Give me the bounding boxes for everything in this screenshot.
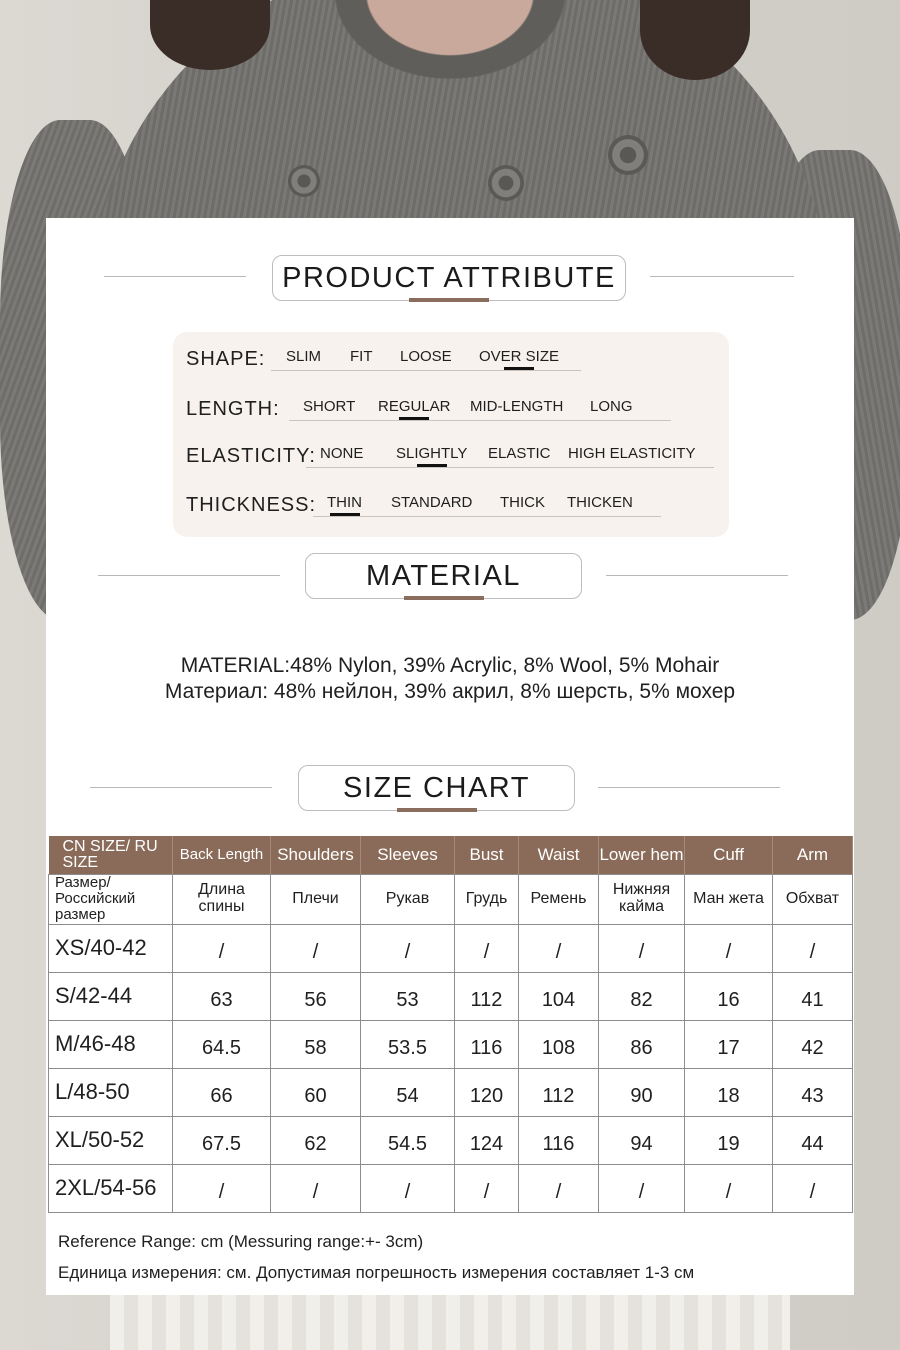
size-label-cell: XS/40-42 (49, 924, 173, 972)
cell-value: 16 (717, 988, 740, 1011)
reference-note-ru: Единица измерения: см. Допустимая погрешность измерения составляет 1-3 см (58, 1263, 695, 1282)
attribute-option-selected: REGULAR (378, 398, 451, 415)
table-header-cell: Waist (519, 836, 599, 874)
attribute-label: LENGTH: (186, 398, 280, 420)
attribute-option: MID-LENGTH (470, 398, 564, 415)
table-cell (519, 1116, 599, 1164)
table-cell: Длина спины (173, 874, 271, 924)
attribute-option: FIT (350, 348, 373, 365)
attribute-label: ELASTICITY: (186, 445, 316, 467)
attribute-option: STANDARD (391, 494, 473, 511)
cell-value: 63 (210, 988, 233, 1011)
cell-value: / (218, 940, 225, 963)
cell-value: 104 (541, 988, 576, 1011)
table-cell (361, 972, 455, 1020)
table-row (49, 972, 853, 1020)
cell-value: 82 (630, 988, 653, 1011)
table-cell (519, 924, 599, 972)
cell-value: 64.5 (202, 1036, 241, 1059)
attribute-option: ELASTIC (488, 445, 551, 462)
cell-value: 58 (304, 1036, 327, 1059)
divider-line (98, 575, 280, 576)
table-cell (685, 1020, 773, 1068)
table-header-cell: CN SIZE/ RU SIZE (49, 836, 173, 874)
table-cell (773, 1068, 853, 1116)
table-cell: Ремень (519, 874, 599, 924)
cell-value: 18 (717, 1084, 740, 1107)
table-header-cell: Sleeves (361, 836, 455, 874)
cell-value: 43 (801, 1084, 824, 1107)
size-label-cell: 2XL/54-56 (49, 1164, 173, 1212)
info-card (46, 218, 854, 1295)
table-cell: Плечи (271, 874, 361, 924)
table-cell (519, 1068, 599, 1116)
table-row (49, 1068, 853, 1116)
cell-value: 54 (396, 1084, 419, 1107)
attribute-option-selected: THIN (327, 494, 362, 511)
attribute-panel (173, 332, 729, 537)
table-row (49, 1116, 853, 1164)
cell-value: / (638, 1180, 645, 1203)
table-cell (455, 1164, 519, 1212)
cell-value: 67.5 (202, 1132, 241, 1155)
cell-value: / (809, 940, 816, 963)
divider-line (104, 276, 246, 277)
table-cell (455, 1116, 519, 1164)
cell-value: 86 (630, 1036, 653, 1059)
table-cell (685, 1116, 773, 1164)
cell-value: 108 (541, 1036, 576, 1059)
cell-value: 41 (801, 988, 824, 1011)
attribute-option-selected: OVER SIZE (479, 348, 560, 365)
table-cell (455, 972, 519, 1020)
cell-value: / (404, 1180, 411, 1203)
table-cell (455, 1068, 519, 1116)
table-cell (599, 972, 685, 1020)
cell-value: 44 (801, 1132, 824, 1155)
attribute-underline (271, 370, 581, 371)
divider-line (606, 575, 788, 576)
attribute-option: THICK (500, 494, 545, 511)
table-cell: Ман жета (685, 874, 773, 924)
table-cell (173, 924, 271, 972)
table-cell (271, 924, 361, 972)
table-cell (271, 1164, 361, 1212)
divider-line (650, 276, 794, 277)
cell-value: 94 (630, 1132, 653, 1155)
size-chart-table (48, 836, 853, 1213)
table-row (49, 1164, 853, 1212)
divider-line (90, 787, 272, 788)
material-text-ru: Материал: 48% нейлон, 39% акрил, 8% шерсть, 5% мохер (164, 680, 736, 703)
table-cell (773, 924, 853, 972)
table-row-ru-headers (49, 874, 853, 924)
cell-value: 53.5 (388, 1036, 427, 1059)
cell-value: 112 (470, 988, 503, 1011)
attribute-option: LOOSE (400, 348, 452, 365)
table-cell (599, 924, 685, 972)
table-row (49, 924, 853, 972)
cell-value: / (725, 1180, 732, 1203)
cell-value: 56 (304, 988, 327, 1011)
cell-value: / (218, 1180, 225, 1203)
table-cell: Обхват (773, 874, 853, 924)
knit-flower (488, 165, 524, 201)
reference-note-en: Reference Range: cm (Messuring range:+- 3cm) (58, 1232, 424, 1251)
table-cell (271, 1020, 361, 1068)
cell-value: 124 (469, 1132, 504, 1155)
table-row (49, 1020, 853, 1068)
table-cell (173, 1164, 271, 1212)
attribute-row-shape (173, 344, 729, 374)
product-attribute-title (272, 255, 626, 301)
table-cell (173, 1068, 271, 1116)
size-chart-title (298, 765, 575, 811)
cell-value: 60 (304, 1084, 327, 1107)
table-cell (455, 1020, 519, 1068)
cell-value: 120 (469, 1084, 504, 1107)
cell-value: / (725, 940, 732, 963)
table-cell (173, 1116, 271, 1164)
cell-value: / (638, 940, 645, 963)
cell-value: 112 (542, 1084, 575, 1107)
cell-value: / (809, 1180, 816, 1203)
attribute-option: SHORT (303, 398, 356, 415)
cell-value: 42 (801, 1036, 824, 1059)
title-accent-bar (404, 596, 484, 600)
cell-value: 116 (470, 1036, 503, 1059)
table-cell (361, 1020, 455, 1068)
table-cell (455, 924, 519, 972)
cell-value: / (404, 940, 411, 963)
table-cell (271, 1068, 361, 1116)
attribute-option: SLIM (286, 348, 322, 365)
size-label-cell: S/42-44 (49, 972, 173, 1020)
table-cell (271, 972, 361, 1020)
table-header-cell: Cuff (685, 836, 773, 874)
table-cell (361, 1068, 455, 1116)
table-cell (773, 1116, 853, 1164)
knit-flower (608, 135, 648, 175)
size-label-cell: M/46-48 (49, 1020, 173, 1068)
attribute-underline (313, 516, 661, 517)
table-cell: Рукав (361, 874, 455, 924)
table-cell (173, 972, 271, 1020)
table-cell (773, 1164, 853, 1212)
table-cell (599, 1068, 685, 1116)
table-cell (685, 1068, 773, 1116)
table-cell (773, 1020, 853, 1068)
attribute-option: LONG (590, 398, 633, 415)
section-title: PRODUCT ATTRIBUTE (282, 261, 616, 294)
table-cell (599, 1164, 685, 1212)
attribute-option-selected: SLIGHTLY (396, 445, 468, 462)
table-header-row (49, 836, 853, 874)
material-title (305, 553, 582, 599)
table-cell (685, 972, 773, 1020)
cell-value: 90 (630, 1084, 653, 1107)
table-cell (519, 972, 599, 1020)
table-cell (361, 1116, 455, 1164)
table-cell: Нижняя кайма (599, 874, 685, 924)
section-title: MATERIAL (366, 559, 521, 592)
cell-value: 62 (304, 1132, 327, 1155)
cell-value: 66 (210, 1084, 233, 1107)
table-cell (361, 924, 455, 972)
section-title: SIZE CHART (343, 771, 530, 804)
table-cell (173, 1020, 271, 1068)
attribute-label: THICKNESS: (186, 494, 317, 516)
table-cell (599, 1116, 685, 1164)
table-header-cell: Arm (773, 836, 853, 874)
cell-value: 19 (717, 1132, 740, 1155)
cell-value: / (312, 1180, 319, 1203)
attribute-row-elasticity (173, 441, 729, 471)
table-header-cell: Shoulders (271, 836, 361, 874)
attribute-option: NONE (320, 445, 364, 462)
title-accent-bar (397, 808, 477, 812)
attribute-row-thickness (173, 490, 729, 520)
size-label-cell: XL/50-52 (49, 1116, 173, 1164)
title-accent-bar (409, 298, 489, 302)
cell-value: / (483, 940, 490, 963)
attribute-option: THICKEN (567, 494, 633, 511)
table-header-cell: Lower hem (599, 836, 685, 874)
table-cell (685, 924, 773, 972)
cell-value: / (312, 940, 319, 963)
attribute-underline (289, 420, 671, 421)
table-cell (361, 1164, 455, 1212)
knit-flower (288, 165, 320, 197)
table-header-cell: Bust (455, 836, 519, 874)
material-text-en: MATERIAL:48% Nylon, 39% Acrylic, 8% Wool, 5% Mohair (180, 654, 720, 677)
divider-line (598, 787, 780, 788)
cell-value: 54.5 (388, 1132, 427, 1155)
attribute-label: SHAPE: (186, 348, 266, 370)
size-label-cell: L/48-50 (49, 1068, 173, 1116)
table-cell: Размер/ Российский размер (49, 874, 173, 924)
cell-value: 116 (542, 1132, 575, 1155)
cell-value: / (555, 1180, 562, 1203)
table-cell (519, 1020, 599, 1068)
cell-value: / (555, 940, 562, 963)
cell-value: / (483, 1180, 490, 1203)
attribute-option: HIGH ELASTICITY (568, 445, 696, 462)
table-cell: Грудь (455, 874, 519, 924)
cell-value: 53 (396, 988, 419, 1011)
table-cell (271, 1116, 361, 1164)
table-cell (685, 1164, 773, 1212)
attribute-row-length (173, 394, 729, 424)
table-cell (599, 1020, 685, 1068)
table-cell (519, 1164, 599, 1212)
cell-value: 17 (717, 1036, 740, 1059)
skirt (110, 1290, 790, 1350)
table-header-cell: Back Length (173, 836, 271, 874)
attribute-underline (306, 467, 714, 468)
table-cell (773, 972, 853, 1020)
